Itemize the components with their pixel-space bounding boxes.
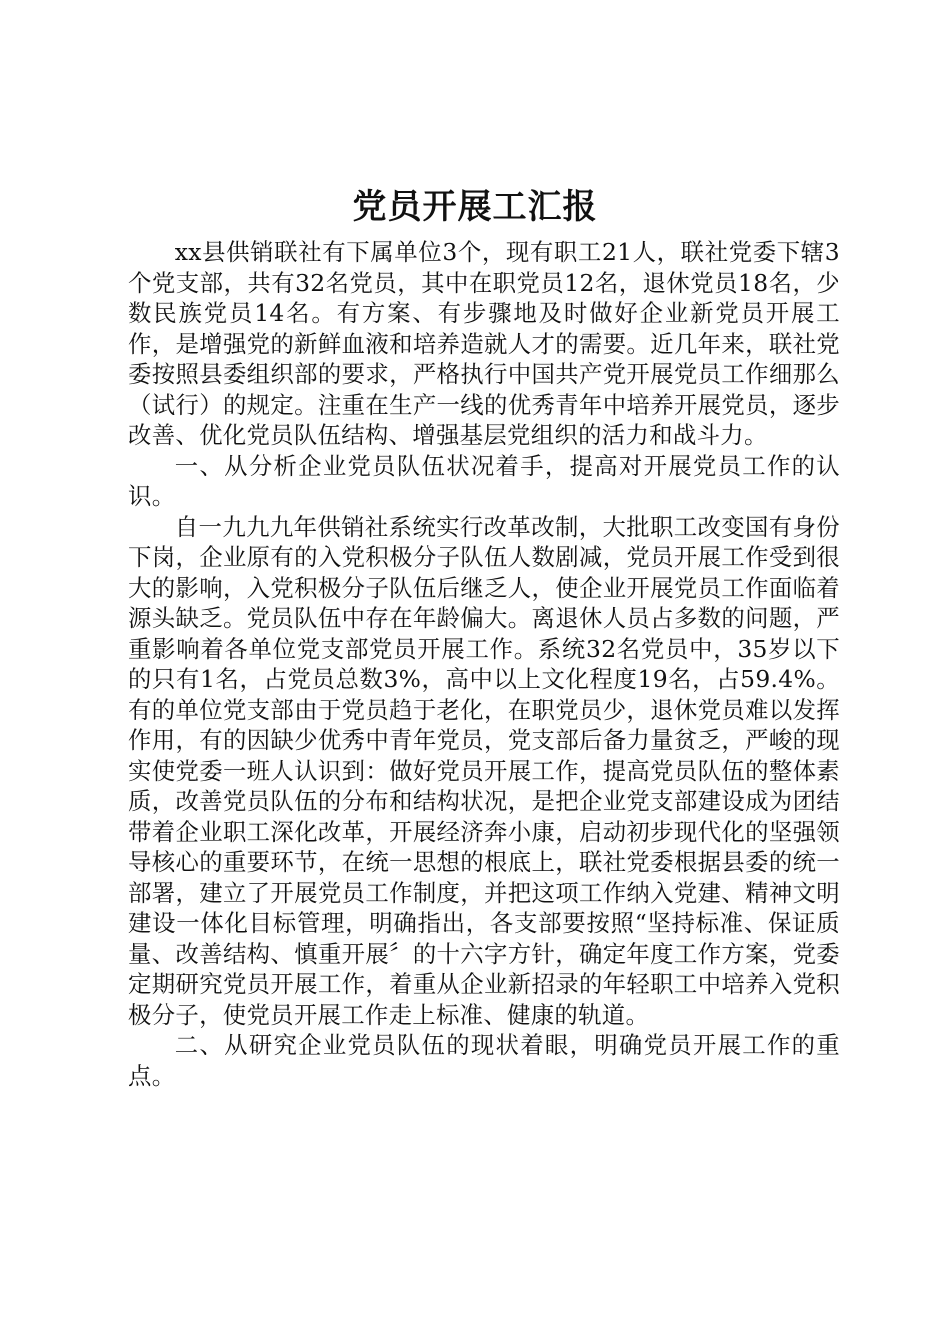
paragraph-intro: xx县供销联社有下属单位3个，现有职工21人，联社党委下辖3个党支部，共有32名党员，其中在职党员12名，退休党员18名，少数民族党员14名。有方案、有步骤地及时做好企业新党员开展工作，是增强党的新鲜血液和培养造就人才的需要。近几年来，联社党委按照县委组织部的要求，严格执行中国共产党开展党员工作细那么（试行）的规定。注重在生产一线的优秀青年中培养开展党员，逐步改善、优化党员队伍结构、增强基层党组织的活力和战斗力。 [128,238,840,449]
paragraph-heading-1: 一、从分析企业党员队伍状况着手，提高对开展党员工作的认识。 [128,451,840,510]
document-body [128,237,840,1091]
paragraph-heading-2: 二、从研究企业党员队伍的现状着眼，明确党员开展工作的重点。 [128,1031,840,1090]
paragraph-section-1: 自一九九九年供销社系统实行改革改制，大批职工改变国有身份下岗，企业原有的入党积极分子队伍人数剧减，党员开展工作受到很大的影响，入党积极分子队伍后继乏人，使企业开展党员工作面临着源头缺乏。党员队伍中存在年龄偏大。离退休人员占多数的问题，严重影响着各单位党支部党员开展工作。系统32名党员中，35岁以下的只有1名，占党员总数3%，高中以上文化程度19名，占59.4%。有的单位党支部由于党员趋于老化，在职党员少，退休党员难以发挥作用，有的因缺少优秀中青年党员，党支部后备力量贫乏，严峻的现实使党委一班人认识到：做好党员开展工作，提高党员队伍的整体素质，改善党员队伍的分布和结构状况，是把企业党支部建设成为团结带着企业职工深化改革，开展经济奔小康，启动初步现代化的坚强领导核心的重要环节，在统一思想的根底上，联社党委根据县委的统一部署，建立了开展党员工作制度，并把这项工作纳入党建、精神文明建设一体化目标管理，明确指出，各支部要按照“坚持标准、保证质量、改善结构、慎重开展〞的十六字方针，确定年度工作方案，党委定期研究党员开展工作，着重从企业新招录的年轻职工中培养入党积极分子，使党员开展工作走上标准、健康的轨道。 [128,512,840,1029]
document-title: 党员开展工汇报 [352,187,598,227]
